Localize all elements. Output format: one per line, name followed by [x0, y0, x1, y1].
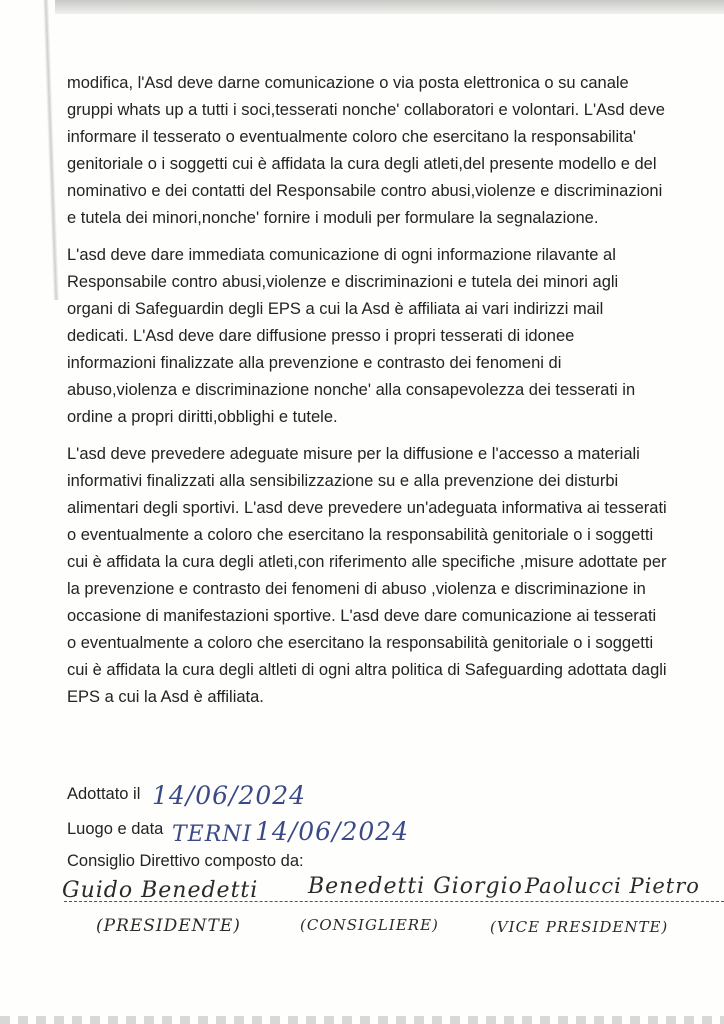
role-3: (VICE PRESIDENTE) [490, 918, 669, 936]
signature-3: Paolucci Pietro [525, 874, 700, 898]
body-text [67, 70, 667, 721]
board-label: Consiglio Direttivo composto da: [67, 852, 304, 870]
place-handwritten: TERNI [172, 822, 253, 847]
paragraph-3: L'asd deve prevedere adeguate misure per la diffusione e l'accesso a materiali informativi finalizzati alla sensibilizzazione su e alla prevenzione dei disturbi alimentari degli sportivi. L'asd deve prevedere un'adeguata informativa ai tesserati o eventualmente a coloro che esercitano la responsabilità genitoriale o i soggetti cui è affidata la cura degli atleti,con riferimento alle specifiche ,misure adottate per la prevenzione e contrasto dei fenomeni di abuso ,violenza e discriminazione in occasione di manifestazioni sportive. L'asd deve dare comunicazione ai tesserati o eventualmente a coloro che esercitano la responsabilità genitoriale o i soggetti cui è affidata la cura degli altleti di ogni altra politica di Safeguarding adottata dagli EPS a cui la Asd è affiliata. [67, 445, 667, 706]
paragraph-1: modifica, l'Asd deve darne comunicazione o via posta elettronica o su canale gruppi whats up a tutti i soci,tesserati nonche' collaboratori e volontari. L'Asd deve informare il tesserato o eventualmente coloro che esercitano la responsabilita' genitoriale o i soggetti cui è affidata la cura degli atleti,del presente modello e del nominativo e dei contatti del Responsabile contro abusi,violenze e discriminazioni e tutela dei minori,nonche' fornire i moduli per formulare la segnalazione. [67, 74, 665, 227]
signature-2: Benedetti Giorgio [308, 874, 523, 899]
place-date-line [67, 820, 163, 839]
role-1: (PRESIDENTE) [96, 916, 241, 936]
place-date-label: Luogo e data [67, 820, 164, 838]
scan-fold-shadow [43, 0, 59, 300]
adopted-label: Adottato il [67, 785, 141, 803]
place-date-handwritten: 14/06/2024 [255, 817, 410, 846]
scan-top-edge [55, 0, 724, 14]
signature-1: Guido Benedetti [62, 878, 259, 903]
adopted-date-handwritten: 14/06/2024 [152, 781, 307, 810]
board-line [67, 852, 304, 871]
scan-bottom-edge [0, 1016, 724, 1024]
paragraph-2: L'asd deve dare immediata comunicazione di ogni informazione rilavante al Responsabile contro abusi,violenze e discriminazioni e tutela dei minori agli organi di Safeguardin degli EPS a cui la Asd è affiliata ai vari indirizzi mail dedicati. L'Asd deve dare diffusione presso i propri tesserati di idonee informazioni finalizzate alla prevenzione e contrasto dei fenomeni di abuso,violenza e discriminazione nonche' alla consapevolezza dei tesserati in ordine a propri diritti,obblighi e tutele. [67, 246, 636, 426]
role-2: (CONSIGLIERE) [300, 916, 439, 934]
adopted-line [67, 785, 140, 804]
